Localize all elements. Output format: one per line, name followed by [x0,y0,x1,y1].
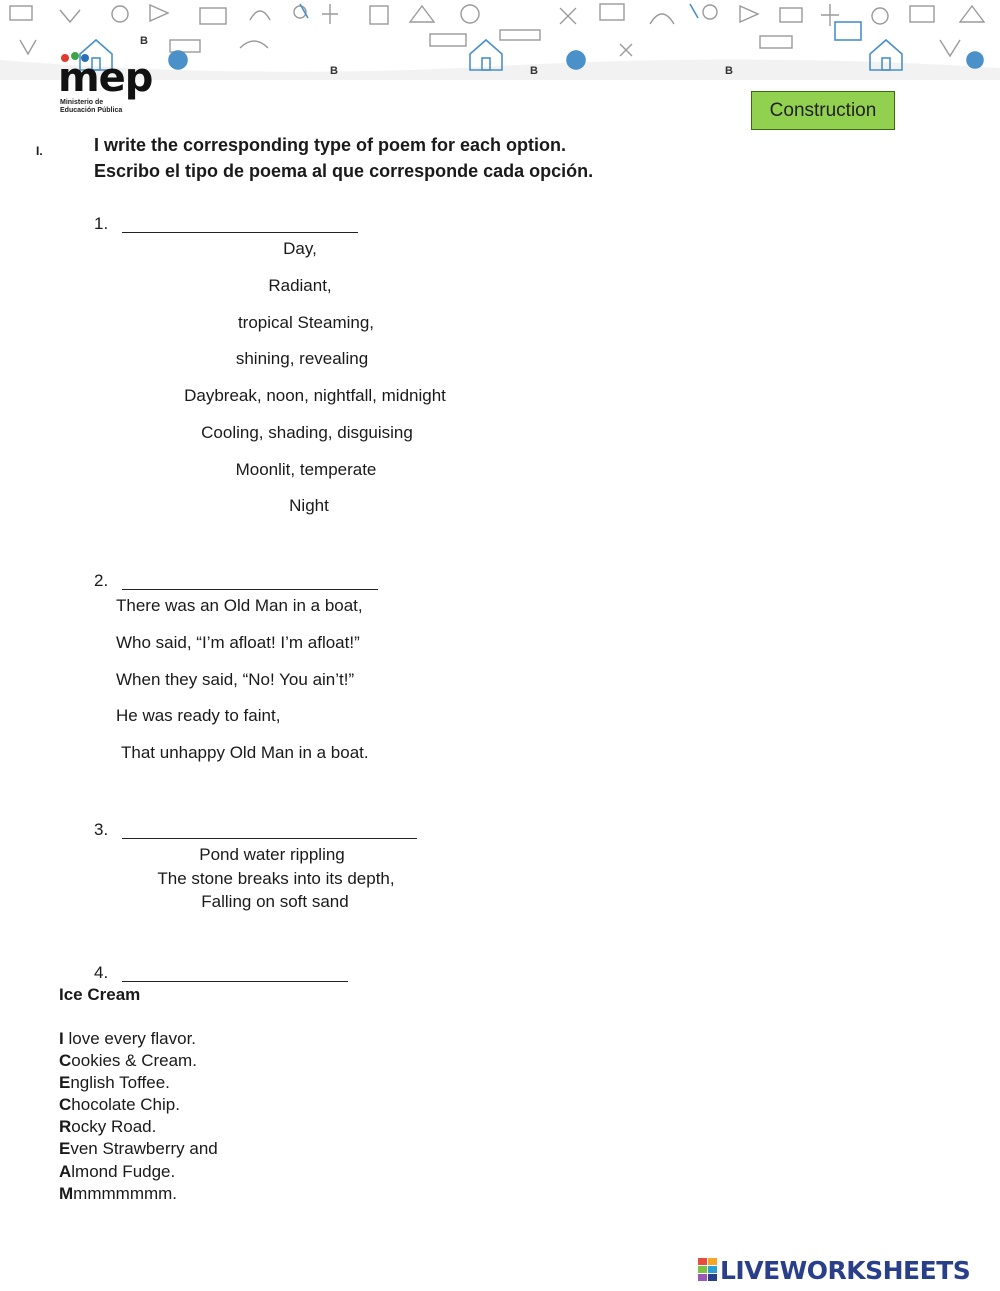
acrostic-line: Chocolate Chip. [59,1095,180,1114]
poem-line: Day, [283,239,317,258]
question-1-answer-blank[interactable] [122,232,358,233]
acrostic-line: Rocky Road. [59,1117,157,1136]
poem-line: When they said, “No! You ain’t!” [116,670,355,689]
question-2-answer-blank[interactable] [122,589,378,590]
acrostic-line: I love every flavor. [59,1029,197,1048]
poem-line: Daybreak, noon, nightfall, midnight [184,386,446,405]
logo-subtitle: Ministerio de Educación Pública [60,99,123,114]
svg-text:B: B [530,65,538,77]
poem-line: Pond water rippling [199,845,345,864]
mep-logo [58,55,158,120]
svg-text:B: B [140,35,148,47]
liveworksheets-cubes-icon [698,1258,718,1282]
poem-line: Falling on soft sand [201,892,349,911]
poem-line: Night [289,496,329,515]
instruction-spanish: Escribo el tipo de poema al que corresponde cada opción. [94,161,594,181]
poem-line: Radiant, [268,276,332,295]
poem-line: There was an Old Man in a boat, [116,596,363,615]
question-4-answer-blank[interactable] [122,981,348,982]
poem-line: shining, revealing [235,349,369,368]
svg-text:B: B [725,65,733,77]
question-4-poem-title: Ice Cream [59,985,141,1004]
poem-line: Cooling, shading, disguising [201,423,413,442]
question-1-number: 1. [94,214,109,233]
svg-text:B: B [330,65,338,77]
acrostic-line: English Toffee. [59,1073,170,1092]
acrostic-line: Almond Fudge. [59,1162,176,1181]
instruction-english: I write the corresponding type of poem for each option. [94,135,567,155]
poem-line: He was ready to faint, [116,706,281,725]
poem-line: Who said, “I’m afloat! I’m afloat!” [116,633,360,652]
question-3-number: 3. [94,820,109,839]
poem-line: That unhappy Old Man in a boat. [121,743,369,762]
construction-tag: Construction [751,91,895,130]
question-2-number: 2. [94,571,109,590]
question-3-answer-blank[interactable] [122,838,417,839]
poem-line: The stone breaks into its depth, [157,869,395,888]
logo-wordmark: mep [58,55,153,101]
liveworksheets-wordmark: LIVEWORKSHEETS [720,1256,971,1285]
poem-line: Moonlit, temperate [235,460,377,479]
acrostic-line: Cookies & Cream. [59,1051,197,1070]
section-number: I. [36,144,43,158]
acrostic-line: Mmmmmmmm. [59,1184,178,1203]
question-4-number: 4. [94,963,109,982]
poem-line: tropical Steaming, [237,313,375,332]
acrostic-line: Even Strawberry and [59,1139,218,1158]
